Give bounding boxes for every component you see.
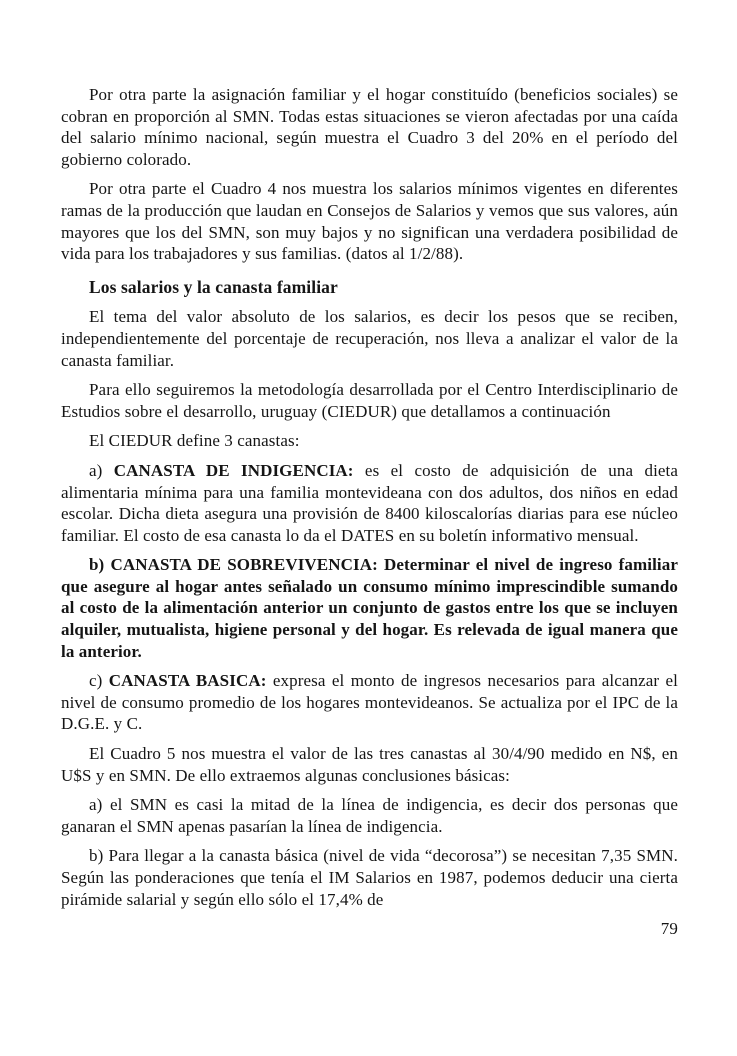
page-number: 79: [660, 919, 678, 939]
section-heading: Los salarios y la canasta familiar: [89, 276, 338, 297]
paragraph-5: [61, 430, 678, 452]
paragraph-2-text: Por otra parte el Cuadro 4 nos muestra los salarios mínimos vigentes en diferentes ramas de la producción que laudan en Consejos de Salarios y vemos que sus valores, aún mayores que los del SMN, son muy bajos y no significan una verdadera posibilidad de vida para los trabajadores y sus familias. (datos al 1/2/88).: [61, 179, 678, 264]
paragraph-7-text: b) CANASTA DE SOBREVIVENCIA: Determinar el nivel de ingreso familiar que asegure al hogar antes señalado un consumo mínimo imprescindible sumando al costo de la alimentación anterior un conjunto de gastos entre los que se incluyen alquiler, mutualista, higiene personal y del hogar. Es relevada de igual manera que la anterior.: [61, 555, 678, 661]
paragraph-10: [61, 794, 678, 837]
paragraph-4: [61, 379, 678, 422]
paragraph-6: [61, 460, 678, 546]
paragraph-8-term-label: CANASTA BASICA:: [108, 671, 267, 691]
paragraph-1: [61, 84, 678, 170]
paragraph-8-item-marker: c): [89, 671, 109, 691]
paragraph-3: [61, 306, 678, 371]
paragraph-7: [61, 554, 678, 662]
paragraph-6-item-marker: a): [89, 460, 114, 480]
paragraph-9-text: El Cuadro 5 nos muestra el valor de las tres canastas al 30/4/90 medido en N$, en U$S y en SMN. De ello extraemos algunas conclusiones básicas:: [61, 744, 678, 785]
paragraph-4-text: Para ello seguiremos la metodología desarrollada por el Centro Interdisciplinario de Estudios sobre el desarrollo, uruguay (CIEDUR) que detallamos a continuación: [61, 380, 678, 421]
paragraph-3-text: El tema del valor absoluto de los salarios, es decir los pesos que se reciben, independientemente del porcentaje de recuperación, nos lleva a analizar el valor de la canasta familiar.: [61, 307, 678, 370]
paragraph-9: [61, 743, 678, 786]
text-block: [61, 84, 678, 940]
paragraph-6-term-label: CANASTA DE INDIGENCIA:: [113, 460, 354, 480]
paragraph-10-text: a) el SMN es casi la mitad de la línea de indigencia, es decir dos personas que ganaran el SMN apenas pasarían la línea de indigencia.: [61, 795, 678, 836]
paragraph-5-text: El CIEDUR define 3 canastas:: [89, 431, 300, 451]
paragraph-2: [61, 178, 678, 264]
paragraph-8-text: expresa el monto de ingresos necesarios para alcanzar el nivel de consumo promedio de los hogares montevideanos. Se actualiza por el IPC de la D.G.E. y C.: [61, 671, 678, 734]
paragraph-8: [61, 670, 678, 735]
paragraph-1-text: Por otra parte la asignación familiar y el hogar constituído (beneficios sociales) se cobran en proporción al SMN. Todas estas situaciones se vieron afectadas por una caída del salario mínimo nacional, según muestra el Cuadro 3 del 20% en el período del gobierno colorado.: [61, 85, 678, 169]
paragraph-6-text: es el costo de adquisición de una dieta alimentaria mínima para una familia montevideana con dos adultos, dos niños en edad escolar. Dicha dieta asegura una provisión de 8400 kiloscalorías diarias para ese núcleo familiar. El costo de esa canasta lo da el DATES en su boletín informativo mensual.: [61, 460, 679, 545]
paragraph-11: [61, 845, 678, 910]
paragraph-11-text: b) Para llegar a la canasta básica (nivel de vida “decorosa”) se necesitan 7,35 SMN. Según las ponderaciones que tenía el IM Salarios en 1987, podemos deducir una cierta pirámide salarial y según ello sólo el 17,4% de: [61, 846, 678, 909]
